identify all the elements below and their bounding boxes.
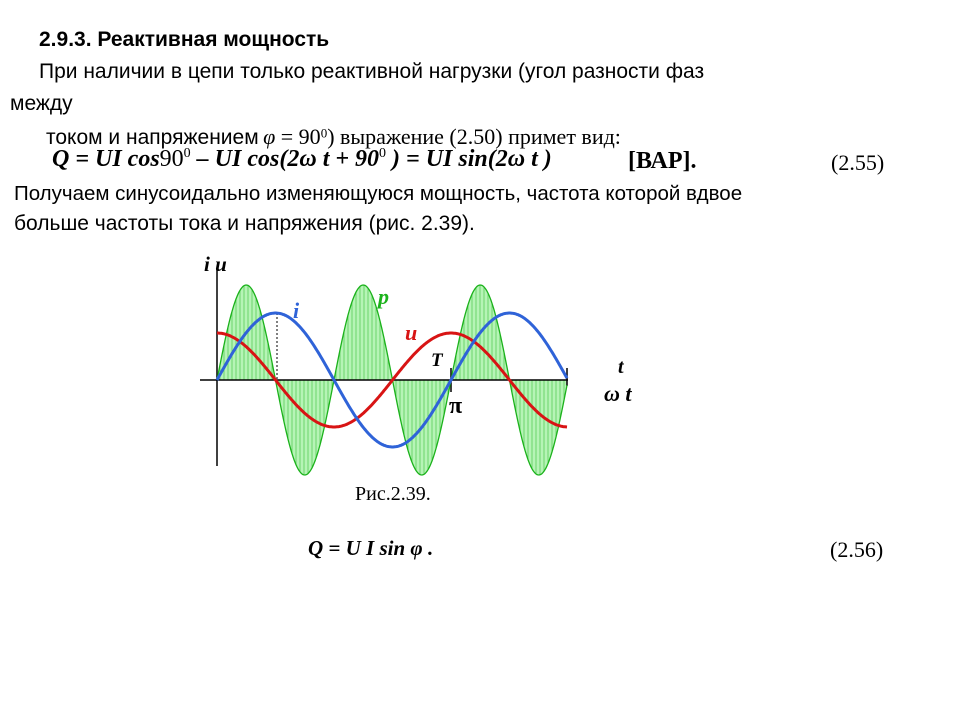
eq-part: Q = UI cos: [52, 146, 160, 172]
equation-2-55-unit: [ВАР].: [628, 148, 697, 174]
label-pi: π: [449, 393, 463, 419]
figure-caption: Рис.2.39.: [355, 483, 431, 505]
section-heading: 2.9.3. Реактивная мощность: [39, 28, 330, 51]
paragraph-line-1: При наличии в цепи только реактивной нагрузки (угол разности фаз: [39, 60, 705, 83]
phi-equals: = 90: [275, 124, 321, 149]
eq-part: t ): [525, 146, 552, 172]
paragraph-line-2: между: [10, 92, 73, 115]
label-i: i: [293, 298, 300, 323]
eq-part: 90: [159, 146, 184, 172]
equation-2-55-number: (2.55): [831, 150, 885, 175]
eq-2-56-phi: φ: [410, 536, 423, 560]
eq-part: ) = UI sin(2: [386, 146, 508, 172]
label-omega-t: ω t: [604, 381, 632, 406]
eq-part: – UI cos(2: [190, 146, 300, 172]
eq-omega: ω: [299, 146, 317, 172]
label-p: p: [378, 284, 389, 309]
conclusion-line-2: больше частоты тока и напряжения (рис. 2.39).: [14, 212, 475, 235]
equation-2-56-number: (2.56): [830, 537, 884, 562]
axis-label-iu: i u: [204, 252, 227, 276]
eq-2-56-text: Q = U I sin: [308, 536, 406, 560]
eq-part: t + 90: [316, 146, 380, 172]
label-T: T: [431, 350, 443, 371]
paragraph-line-3-text: током и напряжением: [46, 126, 259, 149]
eq-sup: 0: [379, 146, 387, 161]
equation-2-56: [308, 536, 433, 561]
eq-2-56-dot: .: [422, 536, 434, 560]
eq-sup: 0: [183, 146, 191, 161]
label-u: u: [405, 320, 418, 345]
phi-symbol: φ: [263, 124, 276, 149]
degree-sup: 0: [320, 125, 328, 141]
conclusion-line-1: Получаем синусоидально изменяющуюся мощность, частота которой вдвое: [14, 182, 743, 205]
paragraph-line-3-tail: ) выражение (2.50) примет вид:: [327, 124, 621, 149]
eq-omega: ω: [507, 146, 526, 172]
label-t: t: [618, 356, 624, 378]
